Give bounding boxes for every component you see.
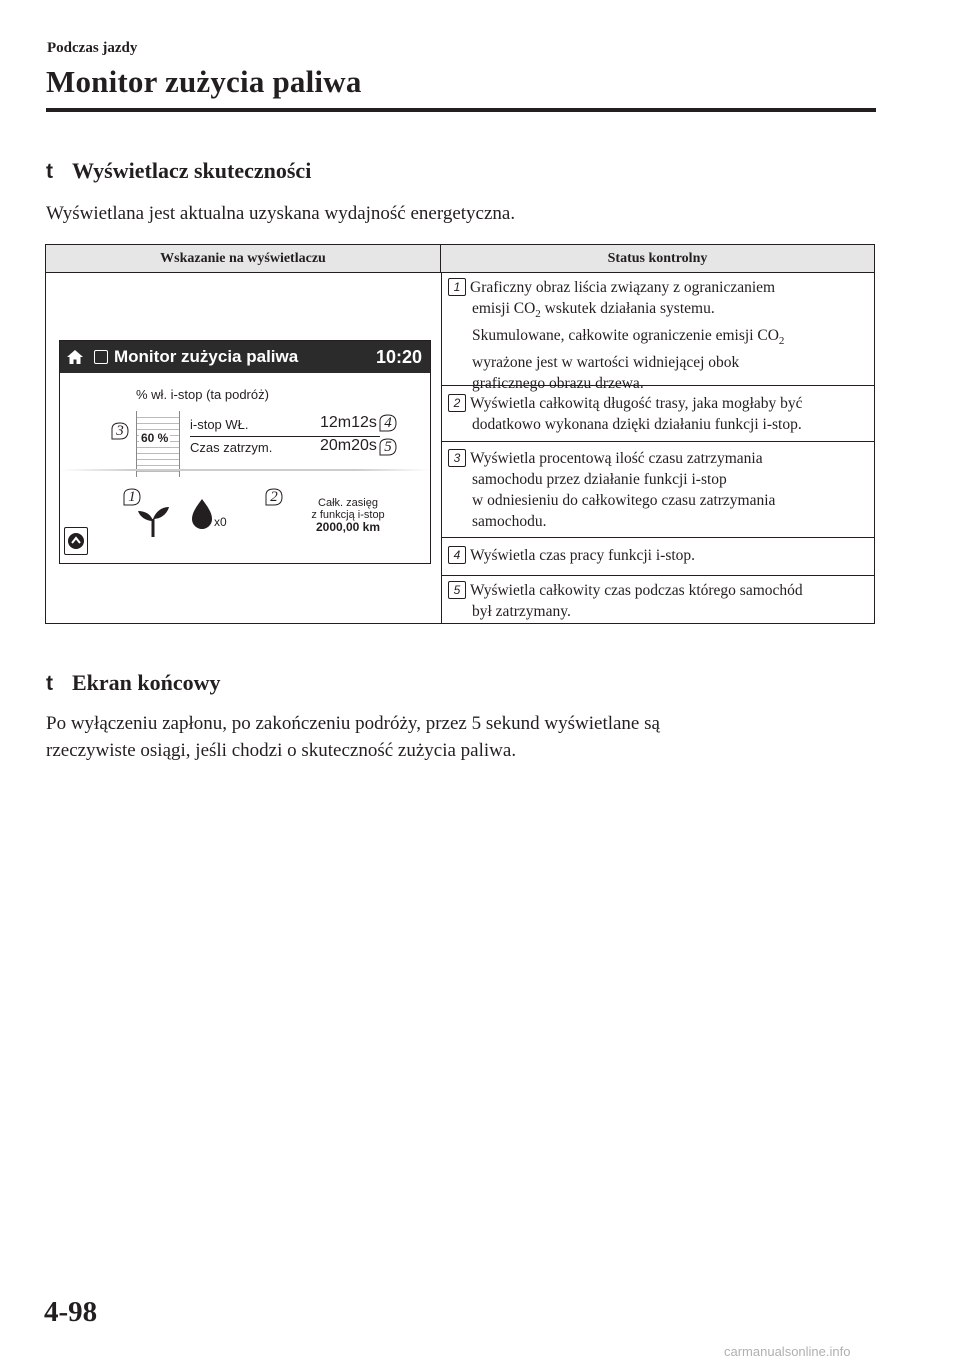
table-row [442,386,874,442]
row-text: dodatkowo wykonana dzięki działaniu funkcji i-stop. [472,416,802,433]
row-text: Graficzny obraz liścia związany z ograniczaniem [470,279,776,296]
row-text: Wyświetla całkowitą długość trasy, jaka mogłaby być [470,395,803,412]
table-header-display: Wskazanie na wyświetlaczu [46,245,441,273]
istop-on-label: i-stop WŁ. [190,417,249,432]
page-number: 4-98 [44,1296,98,1328]
range-value: 2000,00 km [315,520,381,534]
callout-number: 1 [448,278,466,296]
app-icon [94,350,108,364]
callout-5: 5 [378,437,398,457]
section-intro: Wyświetlana jest aktualna uzyskana wydajność energetyczna. [46,203,516,224]
range-label-1: Całk. zasięg [318,497,378,509]
callout-number: 3 [448,449,466,467]
row-subscript: 2 [535,308,541,321]
leaf-icon [190,497,214,531]
section-heading-end-screen [46,670,221,696]
row-text: w odniesieniu do całkowitego czasu zatrzymania [472,492,776,509]
istop-gauge [136,411,180,477]
callout-number: 5 [448,581,466,599]
fuel-monitor-screen [59,340,431,564]
row-text: graficznego obrazu drzewa. [472,375,644,393]
section-heading-text: Ekran końcowy [72,670,221,695]
row-text: Wyświetla czas pracy funkcji i-stop. [470,547,696,564]
callout-4: 4 [378,413,398,433]
table-row [442,442,874,538]
callout-number: 2 [448,394,466,412]
page-title: Monitor zużycia paliwa [46,64,362,99]
row-text: samochodu przez działanie funkcji i-stop [472,471,727,488]
istop-on-value: 12m12s [320,414,377,431]
section-body [46,710,866,764]
chapter-label: Podczas jazdy [47,40,138,56]
home-icon [66,349,84,365]
table-row [442,538,874,576]
back-icon [64,527,88,555]
body-line: Po wyłączeniu zapłonu, po zakończeniu podróży, przez 5 sekund wyświetlane są [46,713,660,734]
row-text: wyrażone jest w wartości widniejącej obok [472,354,740,372]
screen-title: Monitor zużycia paliwa [114,347,299,366]
range-label-2: z funkcją i-stop [311,509,385,521]
title-rule [46,108,876,112]
screen-title-bar [60,341,430,373]
section-bullet: t [46,672,53,695]
row-text: Skumulowane, całkowite ograniczenie emisji CO [472,327,779,345]
istop-percent: 60 % [141,431,169,445]
callout-3: 3 [110,421,130,441]
row-text: emisji CO [472,300,536,317]
body-line: rzeczywiste osiągi, jeśli chodzi o skuteczność zużycia paliwa. [46,740,517,761]
row-text: wskutek działania systemu. [540,300,715,317]
row-text: był zatrzymany. [472,603,571,620]
screen-subtitle: % wł. i-stop (ta podróż) [136,387,269,402]
section-heading-text: Wyświetlacz skuteczności [72,158,312,183]
row-text: Wyświetla procentową ilość czasu zatrzymania [470,450,763,467]
watermark: carmanualsonline.info [724,1344,851,1359]
row-text: samochodu. [472,513,547,530]
screen-divider [60,469,430,471]
row-subscript: 2 [778,335,785,348]
istop-range [298,497,398,533]
table-header-status: Status kontrolny [441,245,874,273]
row-text: Wyświetla całkowity czas podczas którego samochód [470,582,803,599]
stop-time-label: Czas zatrzym. [190,440,273,455]
callout-number: 4 [448,546,466,564]
callout-2: 2 [264,487,284,507]
table-row [442,576,874,624]
tree-multiplier: x0 [214,515,227,529]
stop-time-value: 20m20s [320,437,377,454]
callout-1: 1 [122,487,142,507]
section-heading-display [46,158,311,184]
table-row [442,273,874,393]
screen-clock: 10:20 [375,347,422,367]
section-bullet: t [46,160,53,183]
